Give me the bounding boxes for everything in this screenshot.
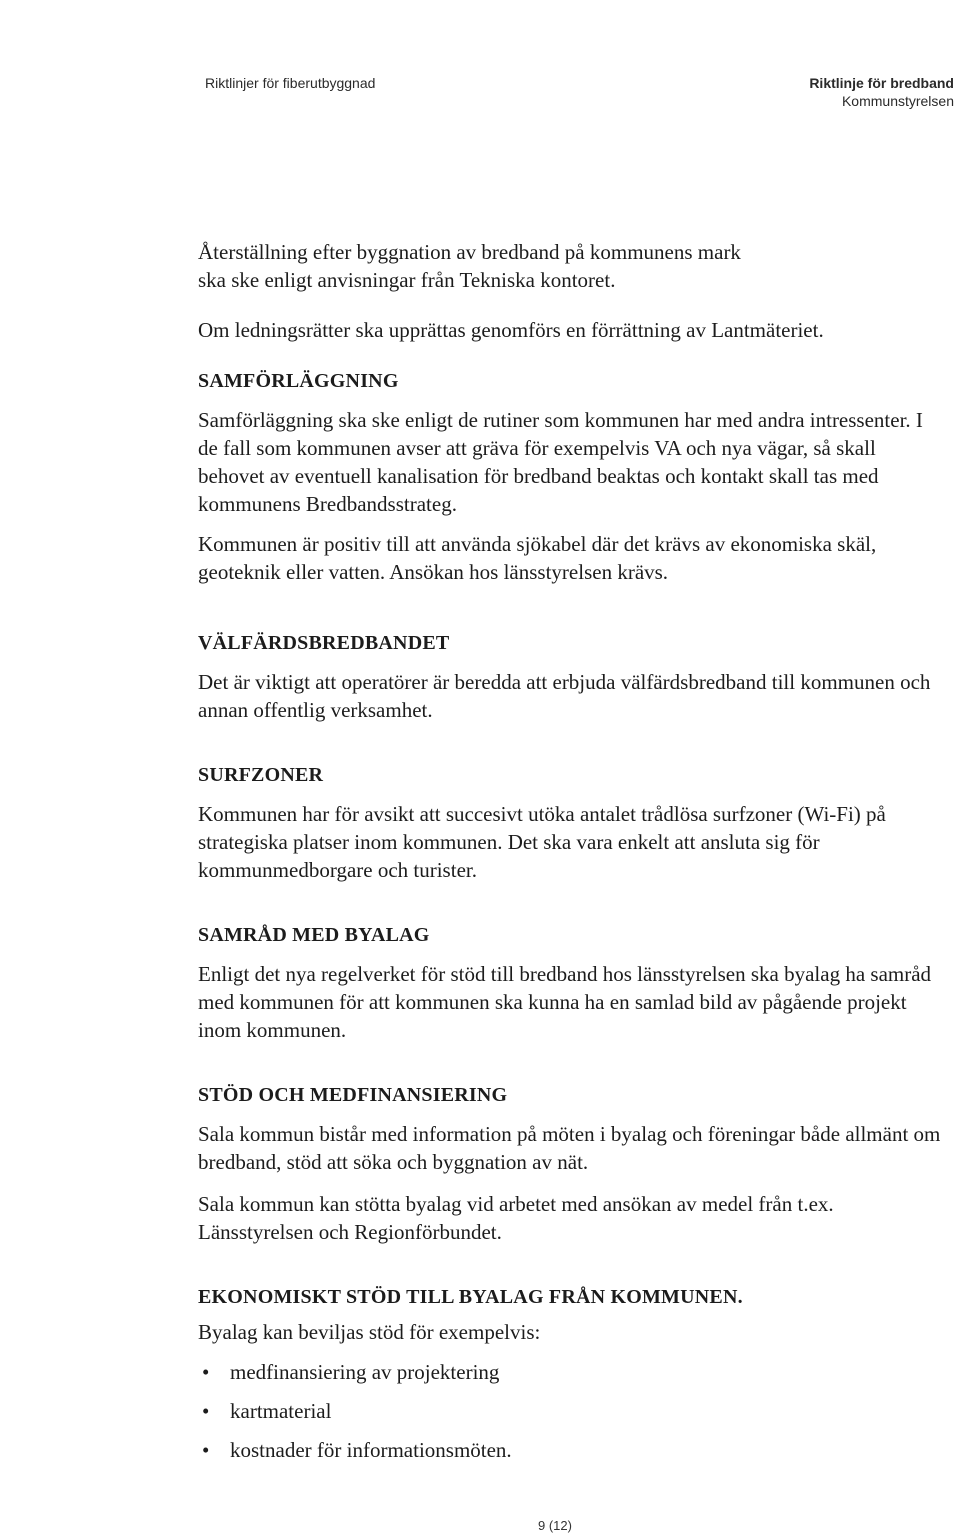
samforlaggning-paragraph-2: Kommunen är positiv till att använda sjökabel där det krävs av ekonomiska skäl, geoteknik eller vatten. Ansökan hos länsstyrelsen krävs. bbox=[198, 532, 877, 584]
heading-samforlaggning: SAMFÖRLÄGGNING bbox=[198, 370, 399, 392]
samforlaggning-paragraph-1: Samförläggning ska ske enligt de rutiner som kommunen har med andra intressenter. I de fall som kommunen avser att gräva för exempelvis VA och nya vägar, så skall behovet av eventuell kanalisation för bredband beaktas och kontakt skall tas med kommunens Bredbandsstrateg. bbox=[198, 408, 923, 516]
page-number: 9 (12) bbox=[538, 1518, 572, 1533]
list-item bbox=[198, 1436, 946, 1464]
header-department: Kommunstyrelsen bbox=[841, 93, 954, 109]
heading-surfzoner: SURFZONER bbox=[198, 764, 324, 786]
intro-paragraph-restoration: Återställning efter byggnation av bredband på kommunens mark ska ske enligt anvisningar från Tekniska kontoret. bbox=[198, 240, 741, 292]
heading-valfardsbredbandet: VÄLFÄRDSBREDBANDET bbox=[198, 632, 450, 654]
bullet-icon: • bbox=[202, 1360, 210, 1384]
list-item bbox=[198, 1358, 946, 1386]
list-item-text: kartmaterial bbox=[230, 1399, 332, 1423]
bullet-icon: • bbox=[202, 1399, 210, 1423]
bullet-icon: • bbox=[202, 1438, 210, 1462]
surfzoner-paragraph: Kommunen har för avsikt att succesivt utöka antalet trådlösa surfzoner (Wi-Fi) på strategiska platser inom kommunen. Det ska vara enkelt att ansluta sig för kommunmedborgare och turister. bbox=[198, 802, 886, 882]
list-item bbox=[198, 1397, 946, 1425]
stod-paragraph-2: Sala kommun kan stötta byalag vid arbetet med ansökan av medel från t.ex. Länsstyrelsen och Regionförbundet. bbox=[198, 1192, 834, 1244]
list-item-text: kostnader för informationsmöten. bbox=[230, 1438, 512, 1462]
stod-paragraph-1: Sala kommun bistår med information på möten i byalag och föreningar både allmänt om bredband, stöd att söka och byggnation av nät. bbox=[198, 1122, 941, 1174]
header-policy-title: Riktlinje för bredband bbox=[809, 75, 954, 91]
support-examples-list bbox=[198, 1358, 946, 1464]
intro-paragraph-ledningsratt: Om ledningsrätter ska upprättas genomförs en förrättning av Lantmäteriet. bbox=[198, 318, 824, 342]
list-item-text: medfinansiering av projektering bbox=[230, 1360, 500, 1384]
samrad-paragraph: Enligt det nya regelverket för stöd till bredband hos länsstyrelsen ska byalag ha samråd med kommunen för att kommunen ska kunna ha en samlad bild av pågående projekt inom kommunen. bbox=[198, 962, 932, 1042]
heading-ekonomiskt-stod: EKONOMISKT STÖD TILL BYALAG FRÅN KOMMUNEN. bbox=[198, 1286, 743, 1308]
heading-stod-och-medfinansiering: STÖD OCH MEDFINANSIERING bbox=[198, 1084, 508, 1106]
header-right-block bbox=[809, 74, 954, 110]
ekonomiskt-paragraph: Byalag kan beviljas stöd för exempelvis: bbox=[198, 1320, 541, 1344]
valfard-paragraph: Det är viktigt att operatörer är beredda att erbjuda välfärdsbredband till kommunen och annan offentlig verksamhet. bbox=[198, 670, 931, 722]
heading-samrad-med-byalag: SAMRÅD MED BYALAG bbox=[198, 924, 430, 946]
header-document-title: Riktlinjer för fiberutbyggnad bbox=[205, 75, 376, 91]
document-body bbox=[198, 238, 946, 1464]
